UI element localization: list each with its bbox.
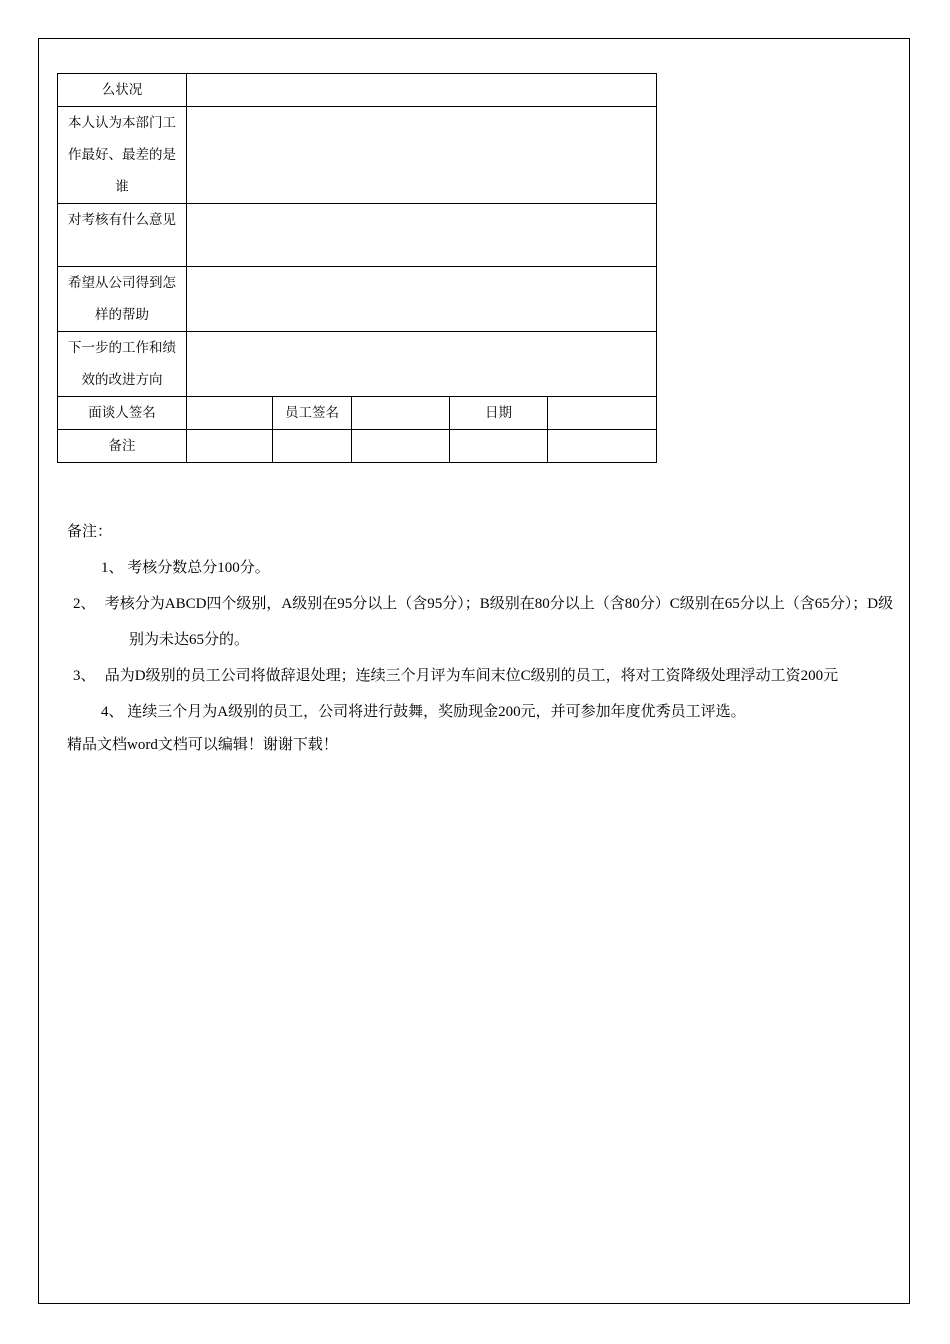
employee-sign-field[interactable] — [352, 397, 450, 430]
row-value[interactable] — [187, 107, 657, 204]
remark-field[interactable] — [450, 430, 548, 463]
employee-sign-label: 员工签名 — [273, 397, 352, 430]
note-number: 4、 — [101, 704, 124, 720]
row-label: 希望从公司得到怎样的帮助 — [58, 267, 187, 332]
footer-note: 精品文档word文档可以编辑！谢谢下载！ — [67, 737, 338, 753]
note-text: 品为D级别的员工公司将做辞退处理；连续三个月评为车间末位C级别的员工，将对工资降级处理浮动工资200元 — [104, 668, 839, 684]
notes-section — [67, 517, 897, 760]
row-label: 对考核有什么意见 — [58, 204, 187, 267]
table-row — [58, 332, 657, 397]
interviewer-sign-label: 面谈人签名 — [58, 397, 187, 430]
remark-field[interactable] — [548, 430, 657, 463]
note-number: 1、 — [101, 560, 124, 576]
note-item: 2、 考核分为ABCD四个级别，A级别在95分以上（含95分）；B级别在80分以上（含80分）C级别在65分以上（含65分）；D级别为未达65分的。 — [73, 596, 894, 648]
note-item — [67, 694, 897, 730]
remark-field[interactable] — [352, 430, 450, 463]
note-text: 考核分为ABCD四个级别，A级别在95分以上（含95分）；B级别在80分以上（含80分）C级别在65分以上（含65分）；D级别为未达65分的。 — [104, 596, 894, 648]
appraisal-form-table — [57, 73, 657, 463]
remark-field[interactable] — [187, 430, 273, 463]
row-value[interactable] — [187, 74, 657, 107]
row-value[interactable] — [187, 332, 657, 397]
table-row — [58, 74, 657, 107]
note-item: 3、 品为D级别的员工公司将做辞退处理；连续三个月评为车间末位C级别的员工，将对工资降级处理浮动工资200元 — [73, 668, 839, 684]
date-field[interactable] — [548, 397, 657, 430]
remark-field[interactable] — [273, 430, 352, 463]
table-row — [58, 267, 657, 332]
remark-label: 备注 — [58, 430, 187, 463]
row-value[interactable] — [187, 267, 657, 332]
row-label: 本人认为本部门工作最好、最差的是谁 — [58, 107, 187, 204]
date-label: 日期 — [450, 397, 548, 430]
table-row — [58, 204, 657, 267]
note-text: 考核分数总分100分。 — [127, 560, 270, 576]
table-row — [58, 107, 657, 204]
notes-title: 备注： — [67, 524, 113, 540]
row-label: 下一步的工作和绩效的改进方向 — [58, 332, 187, 397]
row-value[interactable] — [187, 204, 657, 267]
row-label: 么状况 — [58, 74, 187, 107]
interviewer-sign-field[interactable] — [187, 397, 273, 430]
note-item — [67, 550, 897, 586]
remark-row — [58, 430, 657, 463]
note-text: 连续三个月为A级别的员工，公司将进行鼓舞，奖励现金200元，并可参加年度优秀员工评选。 — [127, 704, 746, 720]
signature-row — [58, 397, 657, 430]
